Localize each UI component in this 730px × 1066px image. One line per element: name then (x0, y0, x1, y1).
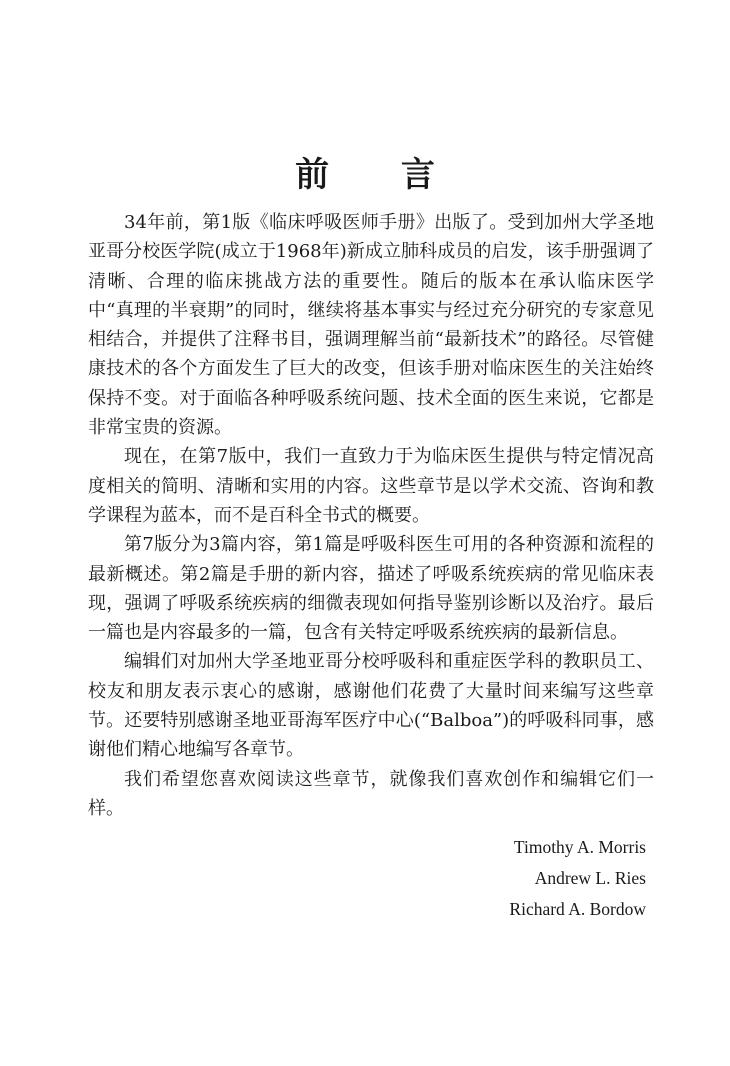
page-title: 前 言 (295, 154, 465, 195)
preface-paragraph: 现在，在第7版中，我们一直致力于为临床医生提供与特定情况高度相关的简明、清晰和实用的内容。这些章节是以学术交流、咨询和教学课程为蓝本，而不是百科全书式的概要。 (88, 446, 654, 526)
preface-paragraph: 第7版分为3篇内容，第1篇是呼吸科医生可用的各种资源和流程的最新概述。第2篇是手册的新内容，描述了呼吸系统疾病的常见临床表现，强调了呼吸系统疾病的细微表现如何指导鉴别诊断以及治疗。最后一篇也是内容最多的一篇，包含有关特定呼吸系统疾病的最新信息。 (88, 534, 654, 644)
author-name: Andrew L. Ries (534, 868, 646, 888)
preface-paragraph: 编辑们对加州大学圣地亚哥分校呼吸科和重症医学科的教职员工、校友和朋友表示衷心的感谢，感谢他们花费了大量时间来编写这些章节。还要特别感谢圣地亚哥海军医疗中心(“Balboa”)的呼吸科同事，感谢他们精心地编写各章节。 (88, 651, 654, 761)
author-signatures (509, 832, 646, 925)
author-name: Timothy A. Morris (513, 837, 646, 857)
preface-paragraph: 我们希望您喜欢阅读这些章节，就像我们喜欢创作和编辑它们一样。 (88, 768, 654, 819)
preface-body (88, 208, 654, 823)
author-name: Richard A. Bordow (509, 899, 646, 919)
preface-paragraph: 34年前，第1版《临床呼吸医师手册》出版了。受到加州大学圣地亚哥分校医学院(成立于1968年)新成立肺科成员的启发，该手册强调了清晰、合理的临床挑战方法的重要性。随后的版本在承认临床医学中“真理的半衰期”的同时，继续将基本事实与经过充分研究的专家意见相结合，并提供了注释书目，强调理解当前“最新技术”的路径。尽管健康技术的各个方面发生了巨大的改变，但该手册对临床医生的关注始终保持不变。对于面临各种呼吸系统问题、技术全面的医生来说，它都是非常宝贵的资源。 (88, 212, 654, 439)
